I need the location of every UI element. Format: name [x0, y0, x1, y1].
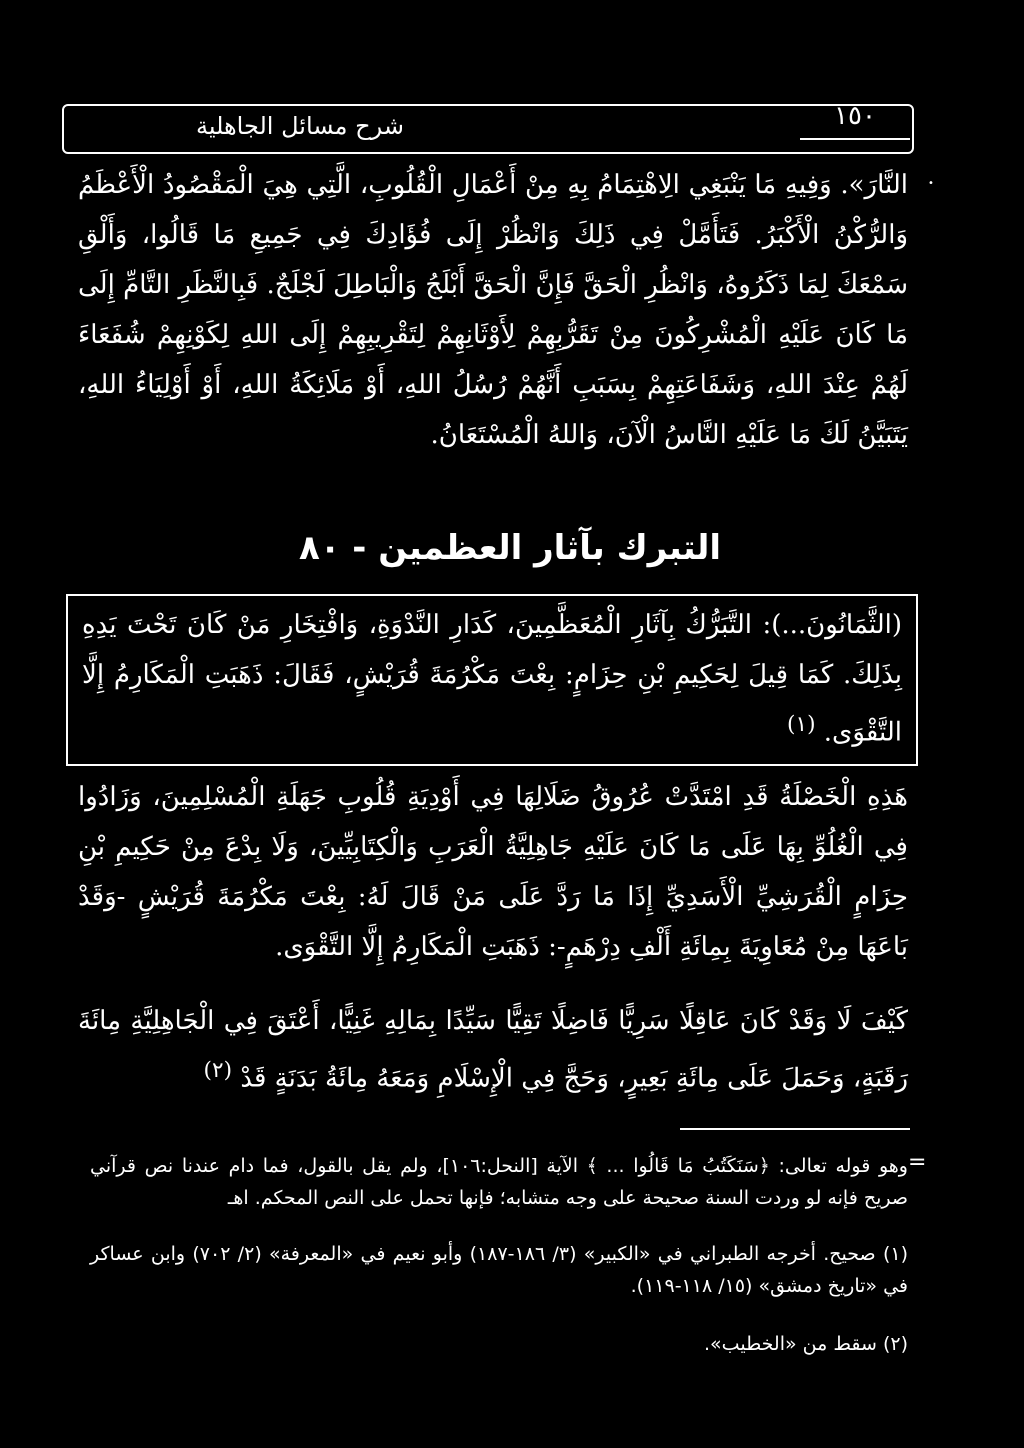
page-number: ١٥٠ — [800, 94, 910, 140]
intro-paragraph: النَّارَ». وَفِيهِ مَا يَنْبَغِي الِاهْتِمَامُ بِهِ مِنْ أَعْمَالِ الْقُلُوبِ، الَّتِي هِيَ الْمَقْصُودُ الْأَعْظَمُ وَالرُّكْنُ الْأَكْبَرُ. فَتَأَمَّلْ فِي ذَلِكَ وَانْظُرْ إِلَى فُؤَادِكَ فِي جَمِيعِ مَا قَالُوا، وَأَلْقِ سَمْعَكَ لِمَا ذَكَرُوهُ، وَانْظُرِ الْحَقَّ فَإِنَّ الْحَقَّ أَبْلَجُ وَالْبَاطِلَ لَجْلَجٌ. فَبِالنَّظَرِ التَّامِّ إِلَى مَا كَانَ عَلَيْهِ الْمُشْرِكُونَ مِنْ تَقَرُّبِهِمْ لِأَوْثَانِهِمْ لِتَقْرِيبِهِمْ إِلَى اللهِ لِكَوْنِهِمْ شُفَعَاءَ لَهُمْ عِنْدَ اللهِ، وَشَفَاعَتِهِمْ بِسَبَبِ أَنَّهُمْ رُسُلُ اللهِ، أَوْ مَلَائِكَةُ اللهِ، أَوْ أَوْلِيَاءُ اللهِ، يَتَبَيَّنُ لَكَ مَا عَلَيْهِ النَّاسُ الْآنَ، وَاللهُ الْمُسْتَعَانُ. — [78, 170, 908, 450]
last-paragraph-text: كَيْفَ لَا وَقَدْ كَانَ عَاقِلًا سَرِيًّا فَاضِلًا تَقِيًّا سَيِّدًا بِمَالِهِ غَنِيًّا، أَعْتَقَ فِي الْجَاهِلِيَّةِ مِائَةَ رَقَبَةٍ، وَحَمَلَ عَلَى مِائَةِ بَعِيرٍ، وَحَجَّ فِي الْإِسْلَامِ وَمَعَهُ مِائَةُ بَدَنَةٍ قَدْ — [78, 1006, 908, 1094]
section-dash: - — [340, 528, 367, 568]
section-title: التبرك بآثار العظمين — [378, 528, 722, 568]
section-number: ٨٠ — [298, 528, 341, 568]
running-header-title: شرح مسائل الجاهلية — [195, 112, 404, 140]
last-paragraph-footnote-ref: (٢) — [203, 1058, 233, 1083]
quote-text: (الثَّمَانُونَ...): التَّبَرُّكُ بِآثَارِ الْمُعَظَّمِينَ، كَدَارِ النَّدْوَةِ، وَافْتِخَارِ مَنْ كَانَ تَحْتَ يَدِهِ بِذَلِكَ. كَمَا قِيلَ لِحَكِيمِ بْنِ حِزَامٍ: بِعْتَ مَكْرُمَةَ قُرَيْشٍ، فَقَالَ: ذَهَبَتِ الْمَكَارِمُ إِلَّا التَّقْوَى. — [82, 610, 902, 748]
quote-footnote-ref: (١) — [786, 712, 816, 737]
footnote-separator — [680, 1128, 910, 1130]
last-paragraph — [78, 996, 908, 1104]
footnote-continued: وهو قوله تعالى: ﴿سَنَكَتُبُ مَا قَالُوا ... ﴾ الآية [النحل:١٠٦]، ولم يقل بالقول، فما دام عندنا نص قرآني صريح فإنه لو وردت السنة صحيحة على وجه متشابه؛ فإنها تحمل على النص المحكم. اهـ — [90, 1155, 908, 1209]
footnote-continuation-marker: = — [908, 1150, 927, 1175]
bullet-marker: • — [928, 178, 934, 189]
body-paragraph: هَذِهِ الْخَصْلَةُ قَدِ امْتَدَّتْ عُرُوقُ ضَلَالِهَا فِي أَوْدِيَةِ قُلُوبِ جَهَلَةِ الْمُسْلِمِينَ، وَزَادُوا فِي الْغُلُوِّ بِهَا عَلَى مَا كَانَ عَلَيْهِ جَاهِلِيَّةُ الْعَرَبِ وَالْكِتَابِيِّينَ، وَلَا بِدْعَ مِنْ حَكِيمِ بْنِ حِزَامٍ الْقُرَشِيِّ الْأَسَدِيِّ إِذَا مَا رَدَّ عَلَى مَنْ قَالَ لَهُ: بِعْتَ مَكْرُمَةَ قُرَيْشٍ -وَقَدْ بَاعَهَا مِنْ مُعَاوِيَةَ بِمِائَةِ أَلْفِ دِرْهَمٍ-: ذَهَبَتِ الْمَكَارِمُ إِلَّا التَّقْوَى. — [78, 782, 908, 962]
quote-paragraph — [82, 600, 902, 758]
footnote-1: (١) صحيح. أخرجه الطبراني في «الكبير» (٣/ ١٨٦-١٨٧) وأبو نعيم في «المعرفة» (٢/ ٧٠٢) وابن عساكر في «تاريخ دمشق» (١٥/ ١١٨-١١٩). — [90, 1243, 908, 1297]
footnote-2: (٢) سقط من «الخطيب». — [704, 1333, 908, 1355]
running-header-box — [62, 104, 914, 154]
section-heading — [230, 528, 790, 568]
